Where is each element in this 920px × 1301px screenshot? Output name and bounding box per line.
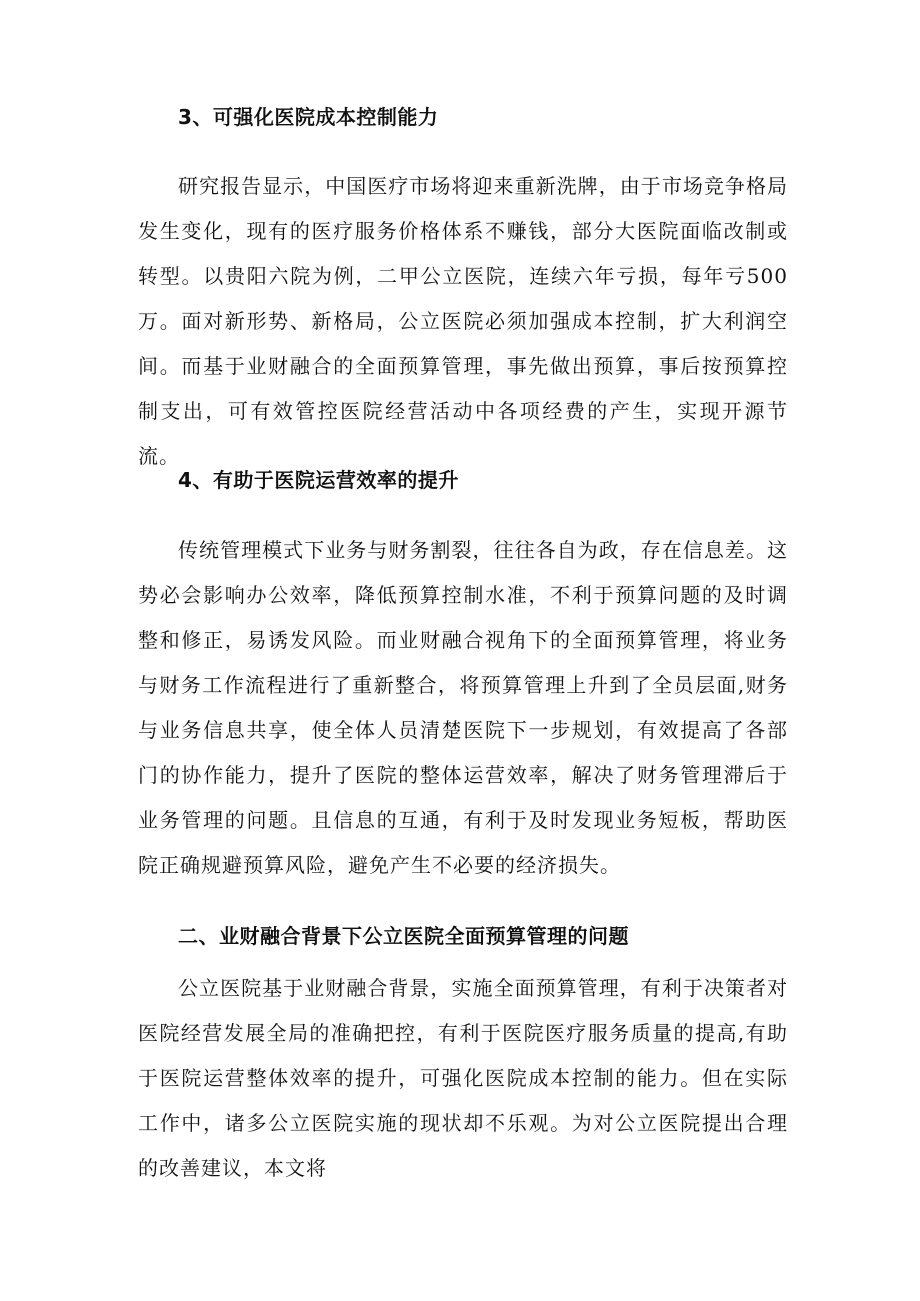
section-paragraph-efficiency: 传统管理模式下业务与财务割裂，往往各自为政，存在信息差。这势必会影响办公效率，降低预算控制水准，不利于预算问题的及时调整和修正，易诱发风险。而业财融合视角下的全面预算管理，将业务与财务工作流程进行了重新整合，将预算管理上升到了全员层面,财务与业务信息共享，使全体人员清楚医院下一步规划，有效提高了各部门的协作能力，提升了医院的整体运营效率，解决了财务管理滞后于业务管理的问题。且信息的互通，有利于及时发现业务短板，帮助医院正确规避预算风险，避免产生不必要的经济损失。 [138, 538, 788, 877]
section-paragraph-cost-control: 研究报告显示，中国医疗市场将迎来重新洗牌，由于市场竞争格局发生变化，现有的医疗服务价格体系不赚钱，部分大医院面临改制或转型。以贵阳六院为例，二甲公立医院，连续六年亏损，每年亏500万。面对新形势、新格局，公立医院必须加强成本控制，扩大利润空间。而基于业财融合的全面预算管理，事先做出预算，事后按预算控制支出，可有效管控医院经营活动中各项经费的产生，实现开源节流。 [138, 174, 788, 468]
section-heading-efficiency: 4、有助于医院运营效率的提升 [178, 468, 459, 492]
section-paragraph-problems: 公立医院基于业财融合背景，实施全面预算管理，有利于决策者对医院经营发展全局的准确把控，有利于医院医疗服务质量的提高,有助于医院运营整体效率的提升，可强化医院成本控制的能力。但在实际工作中，诸多公立医院实施的现状却不乐观。为对公立医院提出合理的改善建议，本文将 [138, 976, 788, 1180]
section-heading-problems: 二、业财融合背景下公立医院全面预算管理的问题 [178, 924, 629, 948]
section-heading-cost-control: 3、可强化医院成本控制能力 [178, 105, 439, 129]
